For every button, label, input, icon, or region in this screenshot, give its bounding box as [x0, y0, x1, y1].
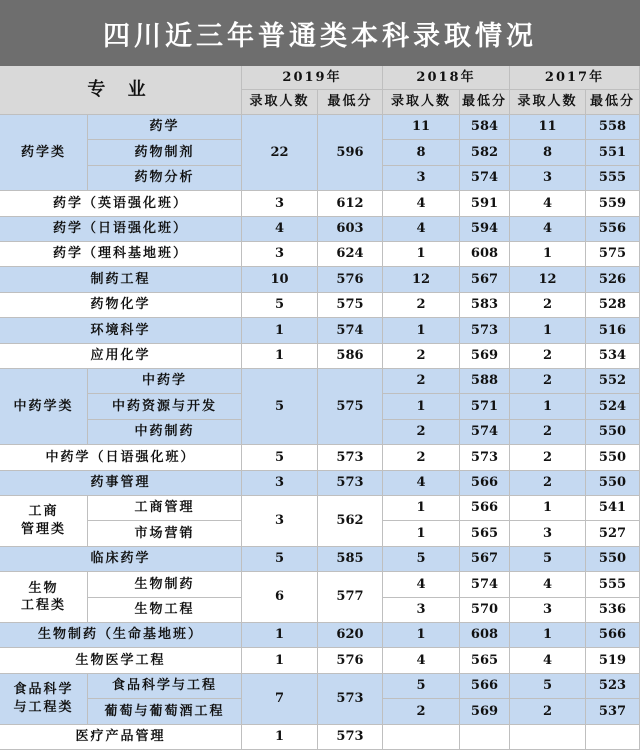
major-cell: 药物分析 [88, 166, 242, 191]
major-cell: 环境科学 [0, 318, 242, 343]
min-2018-cell: 571 [460, 394, 510, 419]
count-2018-cell: 2 [383, 445, 460, 470]
count-2017-cell: 2 [510, 293, 586, 318]
count-2018-cell: 5 [383, 547, 460, 572]
min-2017-cell: 555 [586, 166, 640, 191]
count-2018-cell: 1 [383, 496, 460, 521]
count-2019-cell: 4 [242, 217, 318, 242]
count-2018-cell: 4 [383, 191, 460, 216]
category-cell: 生物 工程类 [0, 572, 88, 623]
min-2019-cell: 573 [318, 674, 383, 725]
major-cell: 生物制药 [88, 572, 242, 597]
count-2018-cell: 12 [383, 267, 460, 292]
min-2017-cell: 550 [586, 547, 640, 572]
count-2019-cell: 1 [242, 318, 318, 343]
min-2018-cell: 574 [460, 166, 510, 191]
count-2017-cell: 3 [510, 521, 586, 546]
min-2017-cell: 575 [586, 242, 640, 267]
count-2017-cell: 2 [510, 369, 586, 394]
count-2018-cell [383, 725, 460, 750]
min-2017-cell: 550 [586, 445, 640, 470]
min-2018-cell: 565 [460, 521, 510, 546]
major-cell: 药事管理 [0, 471, 242, 496]
min-2017-cell: 524 [586, 394, 640, 419]
count-2019-cell: 5 [242, 445, 318, 470]
category-cell: 中药学类 [0, 369, 88, 445]
min-2017-cell: 558 [586, 115, 640, 140]
major-cell: 药物制剂 [88, 140, 242, 165]
min-2019-cell: 585 [318, 547, 383, 572]
min-2018-cell: 573 [460, 318, 510, 343]
min-2017-cell: 526 [586, 267, 640, 292]
count-2019-cell: 5 [242, 369, 318, 445]
min-2017-cell: 556 [586, 217, 640, 242]
count-2018-cell: 1 [383, 521, 460, 546]
min-2019-cell: 576 [318, 648, 383, 673]
count-header: 录取人数 [383, 90, 460, 115]
count-2018-cell: 5 [383, 674, 460, 699]
count-2018-cell: 1 [383, 623, 460, 648]
count-2017-cell: 2 [510, 344, 586, 369]
major-cell: 药学（日语强化班） [0, 217, 242, 242]
major-cell: 制药工程 [0, 267, 242, 292]
min-2018-cell: 566 [460, 496, 510, 521]
count-2017-cell: 2 [510, 699, 586, 724]
min-2019-cell: 577 [318, 572, 383, 623]
major-cell: 药学（理科基地班） [0, 242, 242, 267]
count-2018-cell: 2 [383, 369, 460, 394]
min-2018-cell: 566 [460, 471, 510, 496]
count-2017-cell: 3 [510, 598, 586, 623]
min-2018-cell: 570 [460, 598, 510, 623]
major-cell: 中药学（日语强化班） [0, 445, 242, 470]
major-cell: 生物医学工程 [0, 648, 242, 673]
year-header: 2017年 [510, 66, 640, 90]
count-2019-cell: 1 [242, 725, 318, 750]
min-2018-cell: 567 [460, 547, 510, 572]
count-2019-cell: 3 [242, 191, 318, 216]
major-cell: 药学 [88, 115, 242, 140]
page-title: 四川近三年普通类本科录取情况 [0, 0, 640, 66]
min-2017-cell: 527 [586, 521, 640, 546]
count-2017-cell: 5 [510, 547, 586, 572]
min-2017-cell: 559 [586, 191, 640, 216]
min-2017-cell [586, 725, 640, 750]
min-2018-cell: 574 [460, 420, 510, 445]
min-score-header: 最低分 [460, 90, 510, 115]
min-2018-cell: 573 [460, 445, 510, 470]
min-2017-cell: 551 [586, 140, 640, 165]
major-cell: 生物工程 [88, 598, 242, 623]
min-2018-cell: 569 [460, 344, 510, 369]
min-2018-cell: 566 [460, 674, 510, 699]
count-2019-cell: 10 [242, 267, 318, 292]
major-cell: 应用化学 [0, 344, 242, 369]
min-2017-cell: 523 [586, 674, 640, 699]
count-2017-cell: 1 [510, 242, 586, 267]
count-2017-cell: 1 [510, 318, 586, 343]
count-2018-cell: 2 [383, 344, 460, 369]
count-2019-cell: 5 [242, 547, 318, 572]
admission-table [0, 66, 640, 751]
count-2017-cell: 4 [510, 648, 586, 673]
count-2018-cell: 3 [383, 598, 460, 623]
count-2017-cell: 11 [510, 115, 586, 140]
major-cell: 中药学 [88, 369, 242, 394]
category-cell: 药学类 [0, 115, 88, 191]
count-2017-cell: 2 [510, 471, 586, 496]
category-cell: 食品科学 与工程类 [0, 674, 88, 725]
count-2019-cell: 7 [242, 674, 318, 725]
min-2018-cell: 594 [460, 217, 510, 242]
min-2017-cell: 555 [586, 572, 640, 597]
count-2018-cell: 4 [383, 648, 460, 673]
min-2017-cell: 550 [586, 420, 640, 445]
major-cell: 生物制药（生命基地班） [0, 623, 242, 648]
count-2017-cell: 2 [510, 445, 586, 470]
min-2018-cell: 565 [460, 648, 510, 673]
major-cell: 医疗产品管理 [0, 725, 242, 750]
count-2017-cell: 1 [510, 623, 586, 648]
min-2018-cell: 608 [460, 242, 510, 267]
major-cell: 食品科学与工程 [88, 674, 242, 699]
min-2017-cell: 519 [586, 648, 640, 673]
count-2017-cell: 2 [510, 420, 586, 445]
category-cell: 工商 管理类 [0, 496, 88, 547]
min-2019-cell: 562 [318, 496, 383, 547]
min-2019-cell: 575 [318, 369, 383, 445]
major-cell: 市场营销 [88, 521, 242, 546]
min-2018-cell: 584 [460, 115, 510, 140]
count-2018-cell: 1 [383, 318, 460, 343]
min-2017-cell: 516 [586, 318, 640, 343]
min-2017-cell: 536 [586, 598, 640, 623]
min-score-header: 最低分 [586, 90, 640, 115]
count-2018-cell: 11 [383, 115, 460, 140]
count-2017-cell: 8 [510, 140, 586, 165]
count-2018-cell: 2 [383, 699, 460, 724]
major-cell: 药物化学 [0, 293, 242, 318]
count-2018-cell: 2 [383, 293, 460, 318]
min-2018-cell: 591 [460, 191, 510, 216]
count-2017-cell: 5 [510, 674, 586, 699]
min-2018-cell: 583 [460, 293, 510, 318]
count-2019-cell: 22 [242, 115, 318, 191]
count-2019-cell: 1 [242, 623, 318, 648]
min-2018-cell: 567 [460, 267, 510, 292]
min-2017-cell: 566 [586, 623, 640, 648]
count-2017-cell: 4 [510, 191, 586, 216]
count-2018-cell: 1 [383, 242, 460, 267]
min-2019-cell: 620 [318, 623, 383, 648]
major-cell: 葡萄与葡萄酒工程 [88, 699, 242, 724]
min-2018-cell: 574 [460, 572, 510, 597]
min-2019-cell: 612 [318, 191, 383, 216]
count-header: 录取人数 [242, 90, 318, 115]
count-header: 录取人数 [510, 90, 586, 115]
min-2019-cell: 575 [318, 293, 383, 318]
min-2018-cell: 582 [460, 140, 510, 165]
min-2017-cell: 528 [586, 293, 640, 318]
min-2017-cell: 550 [586, 471, 640, 496]
count-2018-cell: 8 [383, 140, 460, 165]
min-2019-cell: 576 [318, 267, 383, 292]
count-2017-cell: 1 [510, 496, 586, 521]
count-2017-cell [510, 725, 586, 750]
count-2017-cell: 12 [510, 267, 586, 292]
count-2017-cell: 3 [510, 166, 586, 191]
min-2018-cell: 569 [460, 699, 510, 724]
count-2018-cell: 4 [383, 471, 460, 496]
min-2019-cell: 573 [318, 445, 383, 470]
count-2018-cell: 2 [383, 420, 460, 445]
min-2017-cell: 537 [586, 699, 640, 724]
count-2019-cell: 1 [242, 648, 318, 673]
count-2017-cell: 4 [510, 217, 586, 242]
min-2019-cell: 603 [318, 217, 383, 242]
count-2019-cell: 3 [242, 496, 318, 547]
min-2019-cell: 573 [318, 725, 383, 750]
min-2018-cell: 588 [460, 369, 510, 394]
min-2018-cell: 608 [460, 623, 510, 648]
count-2017-cell: 1 [510, 394, 586, 419]
min-score-header: 最低分 [318, 90, 383, 115]
min-2019-cell: 596 [318, 115, 383, 191]
count-2019-cell: 3 [242, 471, 318, 496]
min-2018-cell [460, 725, 510, 750]
count-2018-cell: 4 [383, 217, 460, 242]
major-cell: 药学（英语强化班） [0, 191, 242, 216]
min-2019-cell: 574 [318, 318, 383, 343]
min-2019-cell: 573 [318, 471, 383, 496]
major-cell: 工商管理 [88, 496, 242, 521]
major-cell: 中药资源与开发 [88, 394, 242, 419]
min-2019-cell: 586 [318, 344, 383, 369]
count-2018-cell: 4 [383, 572, 460, 597]
count-2019-cell: 1 [242, 344, 318, 369]
year-header: 2018年 [383, 66, 510, 90]
min-2017-cell: 541 [586, 496, 640, 521]
major-cell: 临床药学 [0, 547, 242, 572]
count-2019-cell: 6 [242, 572, 318, 623]
min-2017-cell: 534 [586, 344, 640, 369]
min-2019-cell: 624 [318, 242, 383, 267]
count-2018-cell: 3 [383, 166, 460, 191]
count-2017-cell: 4 [510, 572, 586, 597]
min-2017-cell: 552 [586, 369, 640, 394]
count-2019-cell: 3 [242, 242, 318, 267]
major-cell: 中药制药 [88, 420, 242, 445]
count-2018-cell: 1 [383, 394, 460, 419]
count-2019-cell: 5 [242, 293, 318, 318]
year-header: 2019年 [242, 66, 383, 90]
major-column-header: 专 业 [0, 66, 242, 115]
